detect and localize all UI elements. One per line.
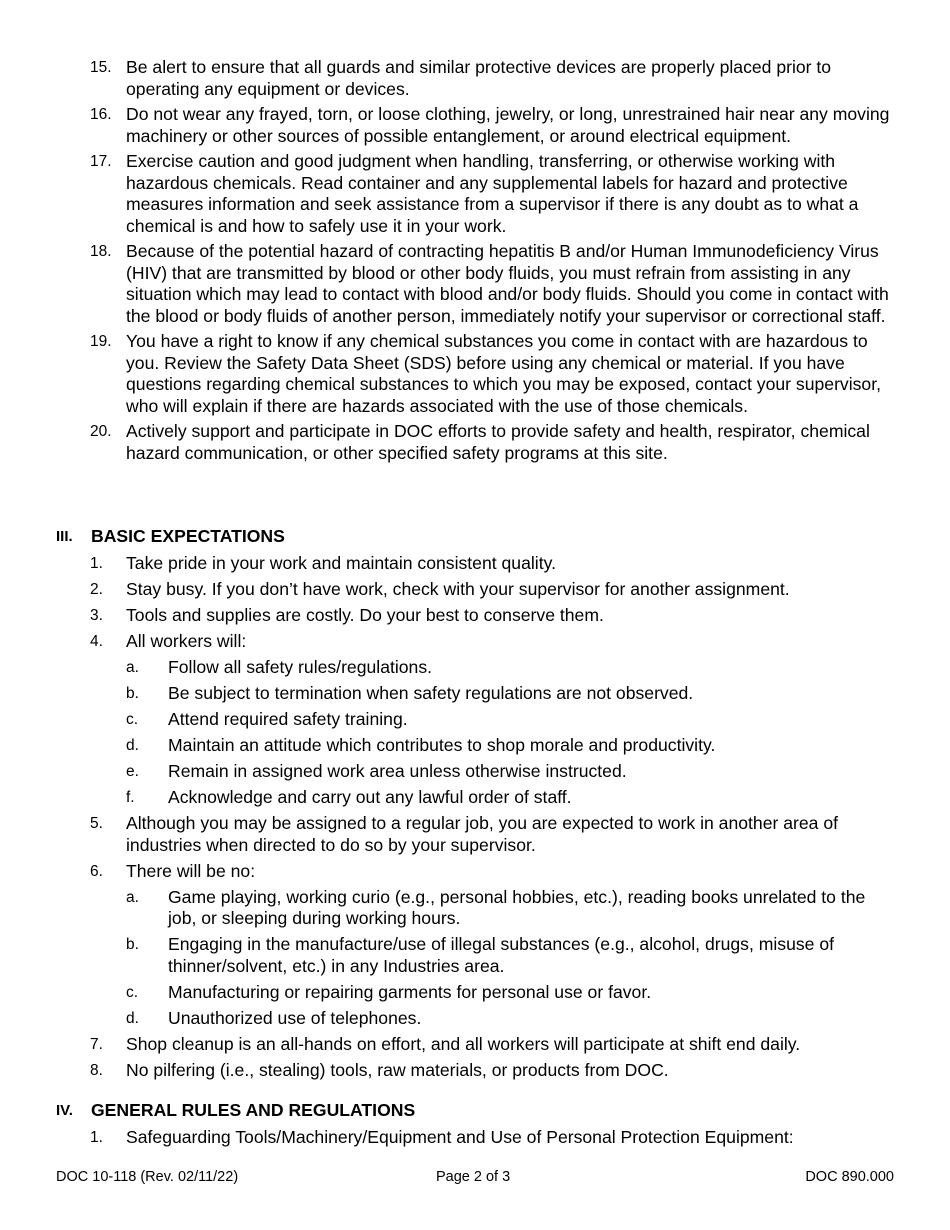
- list-item: [0, 421, 950, 464]
- item-number: 17.: [90, 153, 112, 170]
- sub-list-item: [0, 735, 950, 757]
- item-text: Follow all safety rules/regulations.: [168, 657, 433, 677]
- item-text: All workers will:: [126, 631, 247, 651]
- sub-list-item: [0, 761, 950, 783]
- policy-number: DOC 890.000: [805, 1169, 894, 1185]
- item-number: 19.: [90, 333, 112, 350]
- item-text: Manufacturing or repairing garments for personal use or favor.: [168, 981, 652, 1002]
- list-item: [0, 1127, 950, 1149]
- list-item: [0, 579, 950, 601]
- sub-list-item: [0, 787, 950, 809]
- section-title: BASIC EXPECTATIONS: [91, 526, 285, 546]
- item-letter: f.: [126, 789, 135, 806]
- list-item: [0, 1034, 950, 1056]
- item-text: Shop cleanup is an all-hands on effort, and all workers will participate at shift end daily.: [126, 1033, 801, 1054]
- item-text: Be subject to termination when safety regulations are not observed.: [168, 683, 694, 703]
- item-text: Tools and supplies are costly. Do your best to conserve them.: [126, 605, 604, 625]
- item-number: 7.: [90, 1035, 103, 1053]
- item-letter: e.: [126, 763, 139, 780]
- item-text: Remain in assigned work area unless otherwise instructed.: [168, 761, 627, 781]
- item-letter: d.: [126, 737, 139, 754]
- page-number: Page 2 of 3: [436, 1169, 511, 1185]
- item-text: Do not wear any frayed, torn, or loose clothing, jewelry, or long, unrestrained hair near any moving machinery or other sources of possible entanglement, or around electrical equipment.: [126, 104, 890, 146]
- sub-list-item: [0, 683, 950, 705]
- item-text: Although you may be assigned to a regular job, you are expected to work in another area of industries when directed to do so by your supervisor.: [126, 813, 839, 855]
- item-text: Safeguarding Tools/Machinery/Equipment and Use of Personal Protection Equipment:: [126, 1127, 794, 1147]
- list-item: [0, 104, 950, 147]
- section-title: GENERAL RULES AND REGULATIONS: [91, 1100, 416, 1120]
- list-item: [0, 605, 950, 627]
- item-text: Unauthorized use of telephones.: [168, 1007, 422, 1028]
- section-roman-numeral: III.: [56, 528, 73, 545]
- item-text: There will be no:: [126, 860, 256, 881]
- list-item: [0, 57, 950, 100]
- sub-list-item: [0, 657, 950, 679]
- item-text: Stay busy. If you don’t have work, check with your supervisor for another assignment.: [126, 579, 790, 599]
- list-item: [0, 151, 950, 237]
- form-number: DOC 10-118 (Rev. 02/11/22): [56, 1169, 239, 1185]
- basic-expectations-list: [0, 553, 950, 1081]
- item-number: 1.: [90, 555, 103, 572]
- section-heading-basic-expectations: [0, 526, 950, 548]
- item-number: 16.: [90, 106, 112, 123]
- item-number: 4.: [90, 633, 103, 650]
- item-letter: c.: [126, 983, 139, 1001]
- item-number: 6.: [90, 862, 103, 880]
- list-item: [0, 331, 950, 417]
- item-text: You have a right to know if any chemical substances you come in contact with are hazardous to you. Review the Safety Data Sheet (SDS) before using any chemical or material. If you have questions regarding chemical substances to which you may be exposed, contact your supervisor, who will explain if there are hazards associated with the use of those chemicals.: [126, 331, 881, 416]
- item-number: 5.: [90, 815, 103, 832]
- list-item: [0, 1060, 950, 1082]
- item-text: Game playing, working curio (e.g., personal hobbies, etc.), reading books unrelated to the job, or sleeping during working hours.: [168, 886, 866, 928]
- item-text: Take pride in your work and maintain consistent quality.: [126, 553, 556, 573]
- list-item: [0, 553, 950, 575]
- item-letter: a.: [126, 888, 139, 906]
- sub-list-item: [0, 1008, 950, 1030]
- list-item: [0, 861, 950, 883]
- item-text: Be alert to ensure that all guards and similar protective devices are properly placed prior to operating any equipment or devices.: [126, 57, 832, 99]
- item-text: No pilfering (i.e., stealing) tools, raw materials, or products from DOC.: [126, 1059, 669, 1080]
- item-text: Maintain an attitude which contributes to shop morale and productivity.: [168, 735, 716, 755]
- item-text: Because of the potential hazard of contracting hepatitis B and/or Human Immunodeficiency Virus (HIV) that are transmitted by blood or other body fluids, you must refrain from assisting in any situation which may lead to contact with blood and/or body fluids. Should you come in contact with the blood or body fluids of another person, immediately notify your supervisor or correctional staff.: [126, 241, 889, 326]
- item-number: 3.: [90, 607, 103, 624]
- sub-list-item: [0, 982, 950, 1004]
- item-number: 8.: [90, 1061, 103, 1079]
- list-item: [0, 813, 950, 856]
- item-text: Actively support and participate in DOC efforts to provide safety and health, respirator, chemical hazard communication, or other specified safety programs at this site.: [126, 421, 870, 463]
- item-number: 1.: [90, 1129, 103, 1146]
- page-footer: [56, 1167, 894, 1187]
- item-number: 15.: [90, 59, 112, 76]
- item-letter: b.: [126, 936, 139, 953]
- item-text: Acknowledge and carry out any lawful order of staff.: [168, 787, 572, 807]
- item-number: 18.: [90, 243, 112, 260]
- section-heading-general-rules: [0, 1100, 950, 1122]
- item-text: Attend required safety training.: [168, 709, 408, 729]
- sub-list-item: [0, 934, 950, 977]
- item-text: Engaging in the manufacture/use of illegal substances (e.g., alcohol, drugs, misuse of thinner/solvent, etc.) in any Industries area.: [168, 934, 835, 976]
- item-letter: b.: [126, 685, 139, 702]
- sub-list-item: [0, 709, 950, 731]
- safety-rules-list: [0, 57, 950, 464]
- item-text: Exercise caution and good judgment when handling, transferring, or otherwise working with hazardous chemicals. Read container and any supplemental labels for hazard and protective measures information and seek assistance from a supervisor if there is any doubt as to what a chemical is and how to safely use it in your work.: [126, 151, 859, 236]
- sub-list-item: [0, 887, 950, 930]
- item-letter: c.: [126, 711, 139, 728]
- item-letter: d.: [126, 1009, 139, 1027]
- general-rules-list: [0, 1127, 950, 1149]
- item-letter: a.: [126, 659, 139, 676]
- section-roman-numeral: IV.: [56, 1102, 73, 1119]
- list-item: [0, 631, 950, 653]
- item-number: 2.: [90, 581, 103, 598]
- list-item: [0, 241, 950, 327]
- item-number: 20.: [90, 423, 112, 440]
